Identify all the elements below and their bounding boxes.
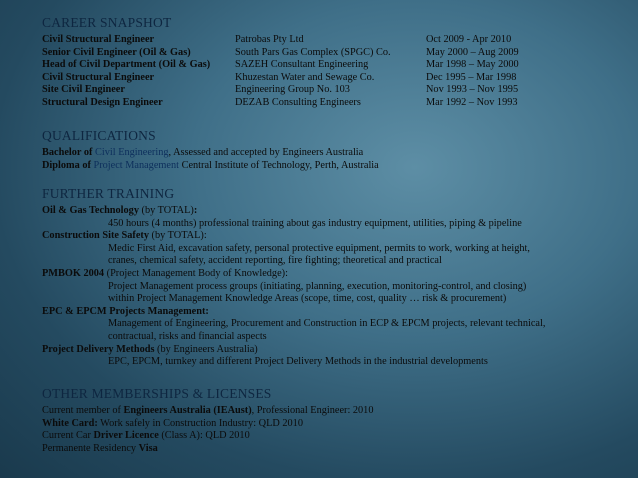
- qualification-detail: Central Institute of Technology, Perth, Australia: [179, 159, 379, 171]
- career-dates: Mar 1998 – May 2000: [426, 59, 519, 71]
- training-name: PMBOK 2004: [42, 267, 105, 279]
- training-detail: 450 hours (4 months) professional training about gas industry equipment, utilities, piping & pipeline: [108, 217, 522, 229]
- membership-item: [42, 443, 632, 456]
- career-row: [42, 84, 632, 97]
- career-heading: CAREER SNAPSHOT: [42, 15, 172, 30]
- qualifications-heading: QUALIFICATIONS: [42, 128, 156, 143]
- training-title: [42, 230, 632, 243]
- qualification-degree: Diploma of: [42, 159, 94, 171]
- career-section: [42, 14, 632, 110]
- career-org: SAZEH Consultant Engineering: [235, 59, 369, 71]
- career-role: Head of Civil Department (Oil & Gas): [42, 59, 211, 71]
- career-role: Structural Design Engineer: [42, 96, 163, 108]
- training-provider: (by TOTAL):: [148, 230, 207, 242]
- career-role: Site Civil Engineer: [42, 84, 125, 96]
- career-role: Civil Structural Engineer: [42, 34, 155, 45]
- training-provider: (Project Management Body of Knowledge):: [104, 267, 288, 279]
- training-title: [42, 344, 632, 357]
- training-detail: within Project Management Knowledge Areas (scope, time, cost, quality … risk & procurement): [108, 293, 507, 305]
- membership-detail: (Class A): QLD 2010: [158, 430, 250, 442]
- career-row: [42, 34, 632, 47]
- qualification-item: [42, 147, 632, 160]
- training-detail: cranes, chemical safety, accident reporting, fire fighting; theoretical and practical: [108, 255, 442, 267]
- training-section: [42, 185, 632, 369]
- career-org: South Pars Gas Complex (SPGC) Co.: [235, 46, 391, 58]
- training-heading: FURTHER TRAINING: [42, 186, 175, 201]
- membership-lead: Permanente Residency: [42, 442, 139, 454]
- membership-lead: Current Car: [42, 430, 94, 442]
- membership-item: [42, 430, 632, 443]
- career-dates: Dec 1995 – Mar 1998: [426, 71, 517, 83]
- training-detail: Management of Engineering, Procurement and Construction in ECP & EPCM projects, relevant technical,: [108, 318, 546, 330]
- training-title: [42, 205, 632, 218]
- career-dates: Nov 1993 – Nov 1995: [426, 84, 519, 96]
- training-title: [42, 268, 632, 281]
- membership-body: Visa: [138, 442, 158, 454]
- training-title: [42, 306, 632, 319]
- training-detail: EPC, EPCM, turnkey and different Project Delivery Methods in the industrial developments: [108, 356, 488, 368]
- training-provider: (by TOTAL): [138, 205, 194, 216]
- memberships-section: [42, 385, 632, 455]
- training-detail: contractual, risks and financial aspects: [108, 330, 267, 342]
- career-org: Patrobas Pty Ltd: [235, 34, 304, 45]
- career-org: Engineering Group No. 103: [235, 84, 350, 96]
- career-org: Khuzestan Water and Sewage Co.: [235, 71, 375, 83]
- career-dates: Mar 1992 – Nov 1993: [426, 96, 518, 108]
- training-colon: :: [193, 205, 198, 216]
- qualification-detail: , Assessed and accepted by Engineers Australia: [168, 147, 364, 158]
- training-name: Construction Site Safety: [42, 230, 149, 242]
- career-row: [42, 72, 632, 85]
- training-name: EPC & EPCM Projects Management:: [42, 305, 209, 317]
- career-role: Civil Structural Engineer: [42, 71, 155, 83]
- memberships-heading: OTHER MEMBERSHIPS & LICENSES: [42, 386, 272, 401]
- membership-body: White Card:: [42, 417, 98, 429]
- training-provider: (by Engineers Australia): [154, 343, 258, 355]
- membership-detail: , Professional Engineer: 2010: [251, 405, 374, 416]
- membership-body: Engineers Australia (IEAust): [123, 405, 252, 416]
- career-row: [42, 47, 632, 60]
- career-role: Senior Civil Engineer (Oil & Gas): [42, 46, 191, 58]
- membership-detail: Work safely in Construction Industry: QLD 2010: [97, 417, 303, 429]
- career-dates: May 2000 – Aug 2009: [426, 46, 519, 58]
- career-row: [42, 97, 632, 110]
- training-name: Oil & Gas Technology: [42, 205, 139, 216]
- membership-lead: Current member of: [42, 405, 124, 416]
- membership-item: [42, 405, 632, 418]
- training-detail: Medic First Aid, excavation safety, personal protective equipment, permits to work, working at height,: [108, 242, 530, 254]
- qualification-field: Civil Engineering: [95, 147, 169, 158]
- membership-body: Driver Licence: [93, 430, 159, 442]
- training-name: Project Delivery Methods: [42, 343, 155, 355]
- qualification-item: [42, 160, 632, 173]
- qualification-field: Project Management: [93, 159, 179, 171]
- qualifications-section: [42, 127, 632, 172]
- career-row: [42, 59, 632, 72]
- training-detail: Project Management process groups (initiating, planning, execution, monitoring-control, and closing): [108, 280, 527, 292]
- career-org: DEZAB Consulting Engineers: [235, 96, 361, 108]
- career-dates: Oct 2009 - Apr 2010: [426, 34, 512, 45]
- membership-item: [42, 418, 632, 431]
- qualification-degree: Bachelor of: [42, 147, 96, 158]
